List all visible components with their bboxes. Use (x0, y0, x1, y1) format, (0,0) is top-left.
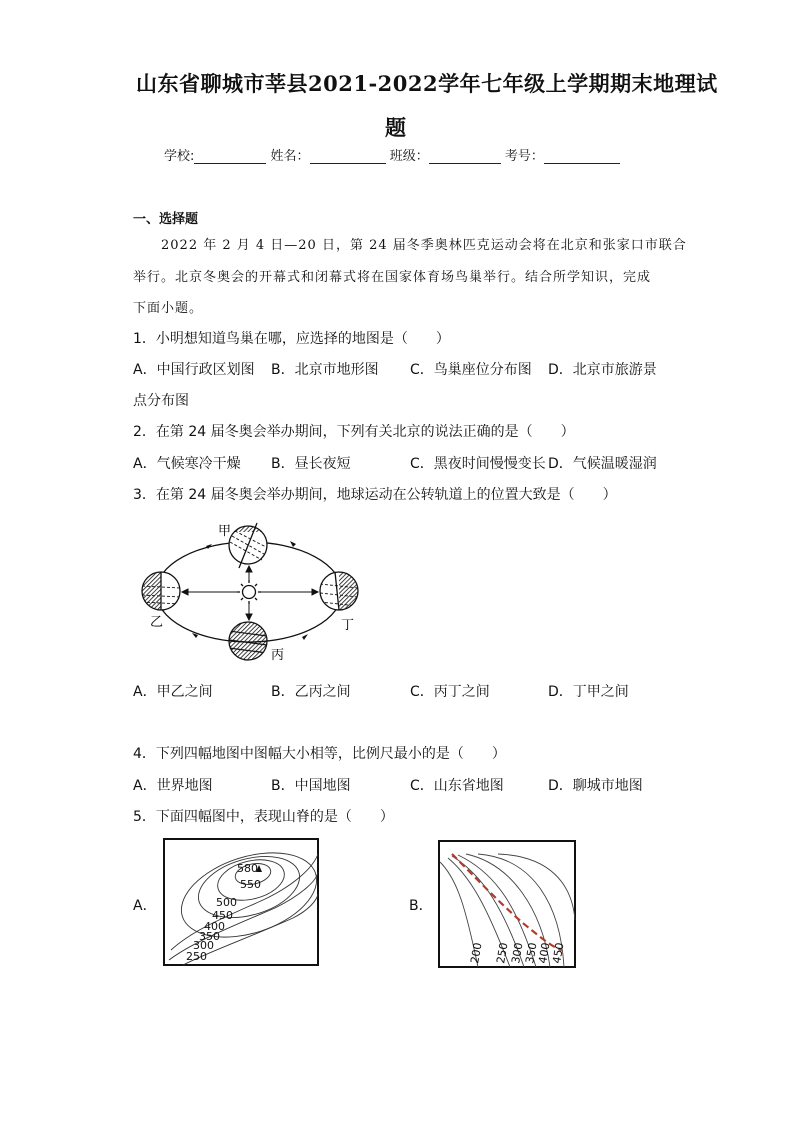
contour-label: 450 (212, 909, 233, 922)
option-c[interactable]: C．山东省地图 (410, 778, 504, 794)
passage-line: 下面小题。 (133, 301, 204, 316)
contour-label: 400 (204, 920, 225, 933)
earth-orbit-diagram (136, 516, 368, 664)
option-b[interactable]: B．昼长夜短 (271, 456, 351, 472)
orbit-arrow (290, 541, 296, 547)
option-c[interactable]: C．丙丁之间 (410, 684, 490, 700)
contour-label: 400 (536, 941, 553, 965)
exam-number-field[interactable] (544, 149, 620, 164)
class-field[interactable] (429, 149, 501, 164)
section-heading: 一、选择题 (133, 212, 199, 227)
school-field[interactable] (194, 149, 266, 164)
option-b[interactable]: B． (409, 898, 433, 914)
passage-line: 2022 年 2 月 4 日—20 日，第 24 届冬季奥林匹克运动会将在北京和张家口市联合 (161, 238, 687, 253)
option-b[interactable]: B．乙丙之间 (271, 684, 351, 700)
contour-label: 550 (240, 878, 261, 891)
contour-label: 500 (216, 896, 237, 909)
option-d[interactable]: D．北京市旅游景 (548, 362, 657, 378)
student-info-row (164, 145, 620, 164)
contour-label: 450 (550, 941, 567, 965)
label-yi: 乙 (150, 615, 164, 630)
earth-position-ding (320, 572, 358, 610)
contour-label: 250 (186, 950, 207, 963)
label-bing: 丙 (271, 648, 285, 663)
contour-label: 200 (468, 941, 485, 965)
contour-label: 350 (523, 941, 540, 965)
label-jia: 甲 (218, 524, 232, 539)
option-a[interactable]: A．中国行政区划图 (133, 362, 255, 378)
question-stem: 1．小明想知道鸟巢在哪，应选择的地图是（ ） (133, 331, 450, 347)
contour-label: 350 (199, 930, 220, 943)
exam-number-label: 考号： (504, 149, 544, 164)
question-stem: 5．下面四幅图中，表现山脊的是（ ） (133, 809, 394, 825)
orbit-arrow (302, 634, 308, 640)
question-stem: 2．在第 24 届冬奥会举办期间，下列有关北京的说法正确的是（ ） (133, 424, 575, 440)
option-d[interactable]: D．丁甲之间 (548, 684, 629, 700)
option-b[interactable]: B．中国地图 (271, 778, 351, 794)
page-title: 山东省聊城市莘县2021-2022学年七年级上学期期末地理试 (136, 71, 718, 96)
option-d[interactable]: D．气候温暖湿润 (548, 456, 657, 472)
contour-label: 300 (509, 941, 526, 965)
option-a[interactable]: A．世界地图 (133, 778, 213, 794)
sun-icon (237, 580, 261, 604)
passage-line: 举行。北京冬奥会的开幕式和闭幕式将在国家体育场鸟巢举行。结合所学知识，完成 (133, 270, 652, 285)
option-d[interactable]: D．聊城市地图 (548, 778, 643, 794)
question-stem: 4．下列四幅地图中图幅大小相等，比例尺最小的是（ ） (133, 746, 506, 762)
option-a[interactable]: A． (133, 898, 157, 914)
contour-map-a (163, 838, 319, 966)
label-ding: 丁 (341, 618, 355, 633)
class-label: 班级： (389, 149, 429, 164)
contour-label: 300 (193, 939, 214, 952)
name-field[interactable] (310, 149, 386, 164)
earth-position-yi (142, 572, 180, 610)
page-title-continued: 题 (385, 115, 407, 140)
contour-label: 250 (494, 941, 511, 965)
option-c[interactable]: C．鸟巢座位分布图 (410, 362, 532, 378)
option-b[interactable]: B．北京市地形图 (271, 362, 379, 378)
school-label: 学校: (164, 149, 195, 164)
option-c[interactable]: C．黑夜时间慢慢变长 (410, 456, 546, 472)
earth-position-bing (229, 622, 267, 660)
option-d-continued: 点分布图 (133, 393, 189, 409)
name-label: 姓名： (270, 149, 310, 164)
question-stem: 3．在第 24 届冬奥会举办期间，地球运动在公转轨道上的位置大致是（ ） (133, 487, 617, 503)
contour-map-b (438, 840, 576, 968)
option-a[interactable]: A．气候寒冷干燥 (133, 456, 241, 472)
earth-position-jia (229, 523, 267, 568)
option-a[interactable]: A．甲乙之间 (133, 684, 213, 700)
contour-label: 580 (237, 862, 258, 875)
